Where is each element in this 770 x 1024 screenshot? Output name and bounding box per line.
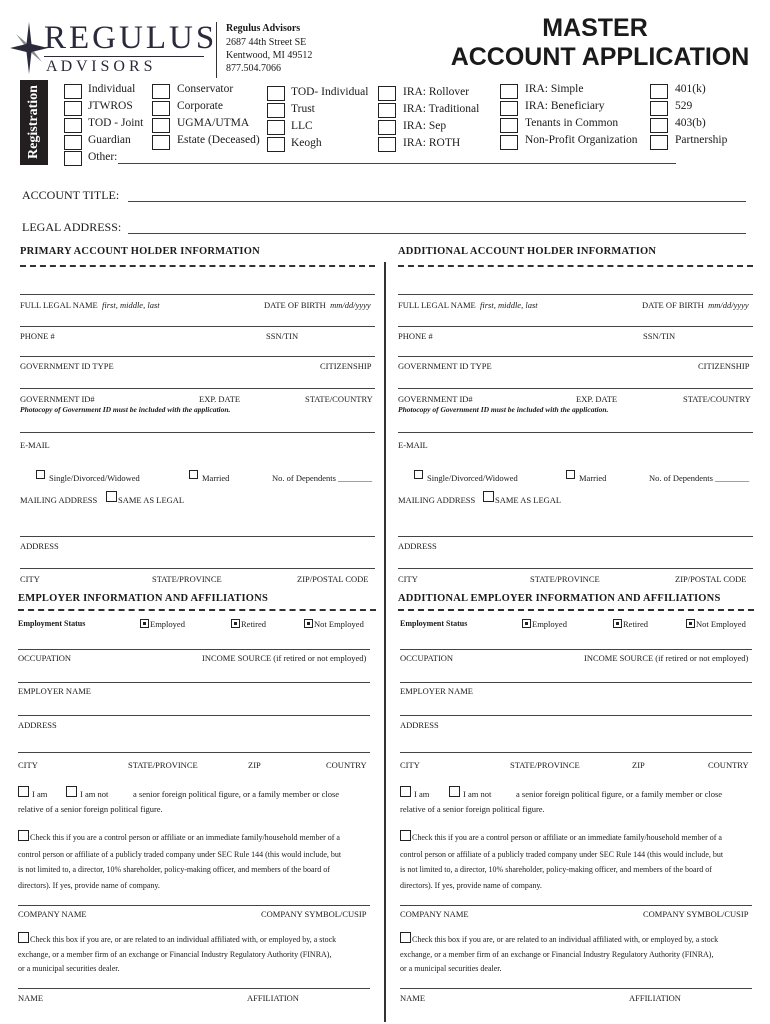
label-llc: LLC <box>291 120 313 132</box>
add-dob-label: DATE OF BIRTH mm/dd/yyyy <box>642 300 749 310</box>
checkbox-ira-traditional[interactable] <box>378 103 396 118</box>
checkbox-partnership[interactable] <box>650 135 668 150</box>
header-divider <box>216 22 217 78</box>
ssn-label: SSN/TIN <box>266 331 299 341</box>
phone-label: PHONE # <box>20 331 55 341</box>
add-pep-text: a senior foreign political figure, or a family member or close <box>516 789 723 799</box>
add-full-name-label: FULL LEGAL NAME first, middle, last <box>398 300 538 310</box>
checkbox-529[interactable] <box>650 101 668 116</box>
add-dependents-label: No. of Dependents ________ <box>649 473 750 483</box>
checkbox-llc[interactable] <box>267 120 285 135</box>
checkbox-individual[interactable] <box>64 84 82 99</box>
checkbox-tod-joint[interactable] <box>64 118 82 133</box>
checkbox-not-employed[interactable] <box>304 619 313 628</box>
full-name-input[interactable] <box>20 294 375 295</box>
add-employment-status-label: Employment Status <box>400 619 468 628</box>
add-company-name-label: COMPANY NAME <box>400 909 469 919</box>
phone-input[interactable] <box>20 326 375 327</box>
single-label: Single/Divorced/Widowed <box>49 473 140 483</box>
email-input[interactable] <box>20 432 375 433</box>
company-address1: 2687 44th Street SE <box>226 37 307 48</box>
company-name-label: COMPANY NAME <box>18 909 87 919</box>
label-conservator: Conservator <box>177 83 234 95</box>
checkbox-i-am-not[interactable] <box>66 786 77 797</box>
label-trust: Trust <box>291 103 315 115</box>
photocopy-note: Photocopy of Government ID must be included with the application. <box>20 405 231 414</box>
add-employer-address-label: ADDRESS <box>400 720 439 730</box>
affiliation-label: AFFILIATION <box>247 993 299 1003</box>
name-input[interactable] <box>18 988 370 989</box>
checkbox-trust[interactable] <box>267 103 285 118</box>
add-pep-text-2: relative of a senior foreign political figure. <box>400 804 545 814</box>
company-symbol-label: COMPANY SYMBOL/CUSIP <box>261 909 367 919</box>
income-source-label: INCOME SOURCE (if retired or not employed) <box>202 653 367 663</box>
checkbox-ira-simple[interactable] <box>500 84 518 99</box>
add-employed-label: Employed <box>532 619 567 629</box>
form-title-line1: MASTER <box>542 14 648 42</box>
checkbox-corporate[interactable] <box>152 101 170 116</box>
checkbox-conservator[interactable] <box>152 84 170 99</box>
add-control-text-4: directors). If yes, provide name of company. <box>400 881 542 890</box>
primary-heading: PRIMARY ACCOUNT HOLDER INFORMATION <box>20 246 260 257</box>
add-control-text-1: Check this if you are a control person or affiliate or an immediate family/household member of a <box>412 833 722 842</box>
state-country-label: STATE/COUNTRY <box>305 394 373 404</box>
form-title-line2: ACCOUNT APPLICATION <box>450 43 750 71</box>
mailing-address-label: MAILING ADDRESS <box>20 495 98 505</box>
employed-label: Employed <box>150 619 185 629</box>
exp-date-label: EXP. DATE <box>199 394 241 404</box>
employer-heading: EMPLOYER INFORMATION AND AFFILIATIONS <box>18 593 268 604</box>
citizenship-label: CITIZENSHIP <box>320 361 372 371</box>
add-occupation-label: OCCUPATION <box>400 653 454 663</box>
company-name-input[interactable] <box>18 905 370 906</box>
add-employer-zip-label: ZIP <box>632 760 645 770</box>
add-i-am-label: I am <box>414 789 430 799</box>
checkbox-employed[interactable] <box>140 619 149 628</box>
address-input[interactable] <box>20 536 375 537</box>
add-ssn-label: SSN/TIN <box>643 331 676 341</box>
checkbox-other[interactable] <box>64 151 82 166</box>
company-address2: Kentwood, MI 49512 <box>226 50 313 61</box>
label-tod-joint: TOD - Joint <box>88 117 144 129</box>
gov-id-type-label: GOVERNMENT ID TYPE <box>20 361 114 371</box>
employer-name-input[interactable] <box>18 682 370 683</box>
label-other: Other: <box>88 151 118 163</box>
checkbox-guardian[interactable] <box>64 135 82 150</box>
add-checkbox-not-employed[interactable] <box>686 619 695 628</box>
add-income-source-label: INCOME SOURCE (if retired or not employed) <box>584 653 749 663</box>
add-employer-name-label: EMPLOYER NAME <box>400 686 473 696</box>
checkbox-married[interactable] <box>189 470 198 479</box>
company-phone: 877.504.7066 <box>226 63 281 74</box>
logo-text: REGULUS <box>44 20 218 56</box>
add-not-employed-label: Not Employed <box>696 619 746 629</box>
label-tenants-in-common: Tenants in Common <box>525 117 619 129</box>
i-am-not-label: I am not <box>80 789 109 799</box>
account-title-label: ACCOUNT TITLE: <box>22 188 120 202</box>
dob-label: DATE OF BIRTH mm/dd/yyyy <box>264 300 371 310</box>
add-employer-name-input[interactable] <box>400 682 752 683</box>
employer-heading-dash <box>18 609 376 611</box>
label-keogh: Keogh <box>291 137 322 149</box>
label-estate: Estate (Deceased) <box>177 134 260 146</box>
add-finra-text-3: or a municipal securities dealer. <box>400 964 502 973</box>
checkbox-ira-beneficiary[interactable] <box>500 101 518 116</box>
gov-id-type-input[interactable] <box>20 356 375 357</box>
add-address-input[interactable] <box>398 536 753 537</box>
add-gov-id-type-label: GOVERNMENT ID TYPE <box>398 361 492 371</box>
add-company-name-input[interactable] <box>400 905 752 906</box>
add-checkbox-single[interactable] <box>414 470 423 479</box>
add-checkbox-control-person[interactable] <box>400 830 411 841</box>
additional-heading: ADDITIONAL ACCOUNT HOLDER INFORMATION <box>398 246 657 257</box>
add-state-country-label: STATE/COUNTRY <box>683 394 751 404</box>
label-non-profit: Non-Profit Organization <box>525 134 638 146</box>
label-corporate: Corporate <box>177 100 223 112</box>
employer-name-label: EMPLOYER NAME <box>18 686 91 696</box>
city-input[interactable] <box>20 568 375 569</box>
finra-text-1: Check this box if you are, or are related to an individual affiliated with, or employed by, a stock <box>30 935 337 944</box>
employer-city-label: CITY <box>18 760 38 770</box>
label-ira-traditional: IRA: Traditional <box>403 103 480 115</box>
email-label: E-MAIL <box>20 440 50 450</box>
add-checkbox-retired[interactable] <box>613 619 622 628</box>
legal-address-input[interactable] <box>128 233 746 234</box>
name-label: NAME <box>18 993 44 1003</box>
label-individual: Individual <box>88 83 136 95</box>
add-photocopy-note: Photocopy of Government ID must be included with the application. <box>398 405 609 414</box>
legal-address-label: LEGAL ADDRESS: <box>22 220 122 234</box>
add-employer-state-label: STATE/PROVINCE <box>510 760 580 770</box>
checkbox-tod-individual[interactable] <box>267 86 285 101</box>
finra-text-3: or a municipal securities dealer. <box>18 964 120 973</box>
checkbox-ira-rollover[interactable] <box>378 86 396 101</box>
label-guardian: Guardian <box>88 134 131 146</box>
add-name-label: NAME <box>400 993 426 1003</box>
finra-text-2: exchange, or a member firm of an exchange or Financial Industry Regulatory Authority (FINRA), <box>18 950 332 959</box>
other-input-line[interactable] <box>118 163 676 164</box>
add-checkbox-i-am[interactable] <box>400 786 411 797</box>
account-title-input[interactable] <box>128 201 746 202</box>
add-employer-city-label: CITY <box>400 760 420 770</box>
checkbox-i-am[interactable] <box>18 786 29 797</box>
add-gov-id-type-input[interactable] <box>398 356 753 357</box>
add-checkbox-married[interactable] <box>566 470 575 479</box>
occupation-input[interactable] <box>18 649 370 650</box>
add-finra-text-2: exchange, or a member firm of an exchange or Financial Industry Regulatory Authority (FINRA), <box>400 950 714 959</box>
logo-underline <box>44 56 204 57</box>
add-finra-text-1: Check this box if you are, or are related to an individual affiliated with, or employed by, a stock <box>412 935 719 944</box>
add-married-label: Married <box>579 473 607 483</box>
checkbox-retired[interactable] <box>231 619 240 628</box>
pep-text-2: relative of a senior foreign political figure. <box>18 804 163 814</box>
add-mailing-address-label: MAILING ADDRESS <box>398 495 476 505</box>
state-province-label: STATE/PROVINCE <box>152 574 222 584</box>
retired-label: Retired <box>241 619 267 629</box>
checkbox-ugma-utma[interactable] <box>152 118 170 133</box>
label-ira-simple: IRA: Simple <box>525 83 584 95</box>
checkbox-403b[interactable] <box>650 118 668 133</box>
employer-zip-label: ZIP <box>248 760 261 770</box>
label-ira-sep: IRA: Sep <box>403 120 447 132</box>
add-citizenship-label: CITIZENSHIP <box>698 361 750 371</box>
pep-text: a senior foreign political figure, or a family member or close <box>133 789 340 799</box>
add-full-name-input[interactable] <box>398 294 753 295</box>
label-ira-beneficiary: IRA: Beneficiary <box>525 100 605 112</box>
add-exp-date-label: EXP. DATE <box>576 394 618 404</box>
add-same-as-legal-label: SAME AS LEGAL <box>495 495 562 505</box>
add-i-am-not-label: I am not <box>463 789 492 799</box>
checkbox-control-person[interactable] <box>18 830 29 841</box>
add-phone-input[interactable] <box>398 326 753 327</box>
add-employer-heading: ADDITIONAL EMPLOYER INFORMATION AND AFFILIATIONS <box>398 593 721 604</box>
registration-side-label: Registration <box>26 85 41 159</box>
logo-subtext: A D V I S O R S <box>46 58 153 75</box>
add-employer-heading-dash <box>398 609 754 611</box>
employer-city-input[interactable] <box>18 752 370 753</box>
company-name: Regulus Advisors <box>226 23 301 34</box>
label-jtwros: JTWROS <box>88 100 133 112</box>
add-control-text-2: control person or affiliate of a publicly traded company under SEC Rule 144 (this would include, but <box>400 850 724 859</box>
primary-heading-dash <box>20 265 375 267</box>
add-email-label: E-MAIL <box>398 440 428 450</box>
checkbox-single[interactable] <box>36 470 45 479</box>
checkbox-same-as-legal[interactable] <box>106 491 117 502</box>
employer-state-label: STATE/PROVINCE <box>128 760 198 770</box>
checkbox-non-profit[interactable] <box>500 135 518 150</box>
add-city-input[interactable] <box>398 568 753 569</box>
control-text-1: Check this if you are a control person or affiliate or an immediate family/household member of a <box>30 833 340 842</box>
control-text-2: control person or affiliate of a publicly traded company under SEC Rule 144 (this would include, but <box>18 850 342 859</box>
add-single-label: Single/Divorced/Widowed <box>427 473 518 483</box>
star-logo-icon <box>10 22 48 74</box>
add-checkbox-i-am-not[interactable] <box>449 786 460 797</box>
checkbox-jtwros[interactable] <box>64 101 82 116</box>
checkbox-ira-sep[interactable] <box>378 120 396 135</box>
control-text-3: is not limited to, a director, 10% shareholder, policy-making officer, and members of the board of <box>18 865 330 874</box>
label-tod-individual: TOD- Individual <box>291 86 369 98</box>
same-as-legal-label: SAME AS LEGAL <box>118 495 185 505</box>
add-address-label: ADDRESS <box>398 541 437 551</box>
employer-address-input[interactable] <box>18 715 370 716</box>
add-zip-postal-label: ZIP/POSTAL CODE <box>675 574 747 584</box>
add-checkbox-same-as-legal[interactable] <box>483 491 494 502</box>
add-control-text-3: is not limited to, a director, 10% shareholder, policy-making officer, and members of the board of <box>400 865 712 874</box>
address-label: ADDRESS <box>20 541 59 551</box>
i-am-label: I am <box>32 789 48 799</box>
add-company-symbol-label: COMPANY SYMBOL/CUSIP <box>643 909 749 919</box>
add-state-province-label: STATE/PROVINCE <box>530 574 600 584</box>
add-city-label: CITY <box>398 574 418 584</box>
control-text-4: directors). If yes, provide name of company. <box>18 881 160 890</box>
dependents-label: No. of Dependents ________ <box>272 473 373 483</box>
add-checkbox-finra[interactable] <box>400 932 411 943</box>
checkbox-estate[interactable] <box>152 135 170 150</box>
married-label: Married <box>202 473 230 483</box>
add-checkbox-employed[interactable] <box>522 619 531 628</box>
additional-heading-dash <box>398 265 753 267</box>
label-ira-rollover: IRA: Rollover <box>403 86 470 98</box>
checkbox-401k[interactable] <box>650 84 668 99</box>
add-gov-id-input[interactable] <box>398 388 753 389</box>
column-divider <box>384 262 386 1022</box>
label-ugma-utma: UGMA/UTMA <box>177 117 250 129</box>
add-name-input[interactable] <box>400 988 752 989</box>
label-ira-roth: IRA: ROTH <box>403 137 461 149</box>
city-label: CITY <box>20 574 40 584</box>
checkbox-tenants-in-common[interactable] <box>500 118 518 133</box>
employment-status-label: Employment Status <box>18 619 86 628</box>
label-403b: 403(b) <box>675 117 706 129</box>
employer-address-label: ADDRESS <box>18 720 57 730</box>
label-partnership: Partnership <box>675 134 728 146</box>
gov-id-input[interactable] <box>20 388 375 389</box>
add-affiliation-label: AFFILIATION <box>629 993 681 1003</box>
zip-postal-label: ZIP/POSTAL CODE <box>297 574 369 584</box>
checkbox-finra[interactable] <box>18 932 29 943</box>
gov-id-label: GOVERNMENT ID# <box>20 394 95 404</box>
label-529: 529 <box>675 100 693 112</box>
add-gov-id-label: GOVERNMENT ID# <box>398 394 473 404</box>
add-phone-label: PHONE # <box>398 331 433 341</box>
add-occupation-input[interactable] <box>400 649 752 650</box>
add-retired-label: Retired <box>623 619 649 629</box>
add-employer-city-input[interactable] <box>400 752 752 753</box>
label-401k: 401(k) <box>675 83 706 95</box>
checkbox-keogh[interactable] <box>267 137 285 152</box>
checkbox-ira-roth[interactable] <box>378 137 396 152</box>
occupation-label: OCCUPATION <box>18 653 72 663</box>
add-employer-country-label: COUNTRY <box>708 760 749 770</box>
full-name-label: FULL LEGAL NAME first, middle, last <box>20 300 160 310</box>
add-email-input[interactable] <box>398 432 753 433</box>
employer-country-label: COUNTRY <box>326 760 367 770</box>
not-employed-label: Not Employed <box>314 619 364 629</box>
add-employer-address-input[interactable] <box>400 715 752 716</box>
